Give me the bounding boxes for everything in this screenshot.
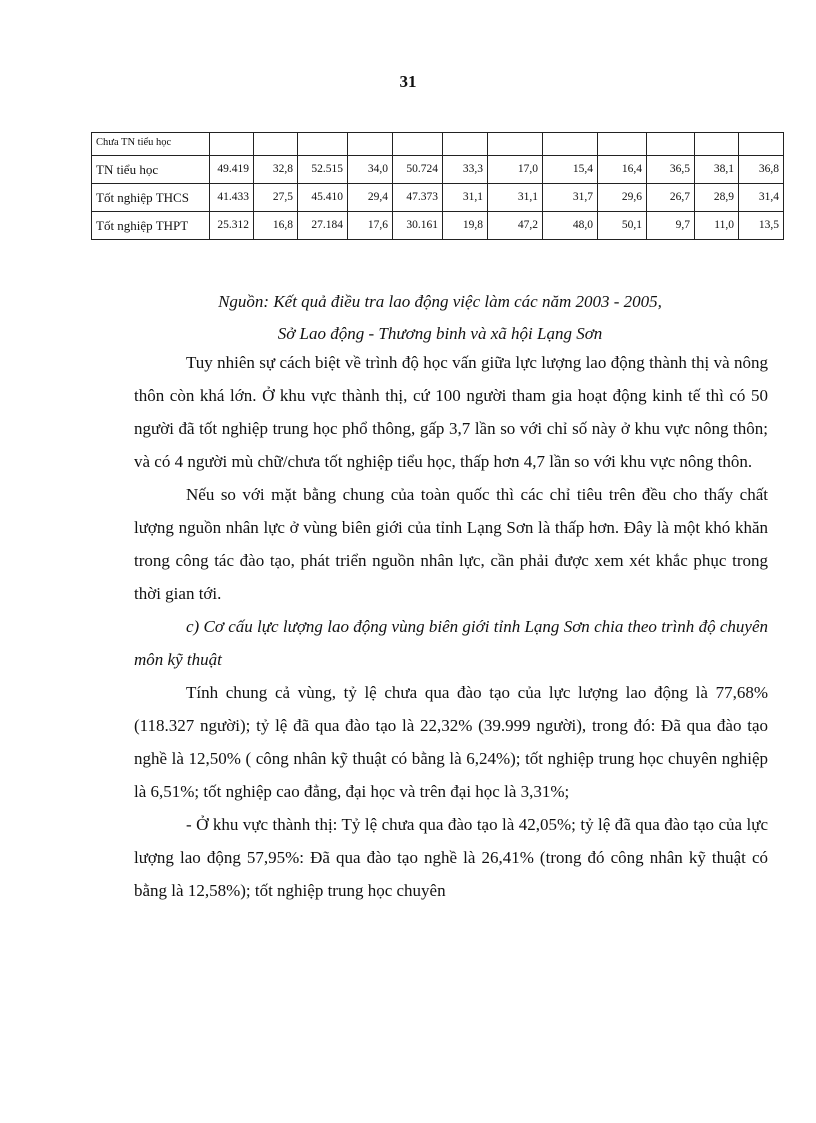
row-label: Chưa TN tiểu học	[92, 133, 210, 156]
page-number: 31	[399, 72, 417, 91]
table-cell	[598, 133, 647, 156]
table-cell	[739, 133, 784, 156]
table-cell: 52.515	[298, 156, 348, 184]
table-cell: 16,4	[598, 156, 647, 184]
table-cell	[393, 133, 443, 156]
table-cell: 38,1	[695, 156, 739, 184]
table-cell: 36,5	[647, 156, 695, 184]
table-cell: 11,0	[695, 212, 739, 240]
row-label: Tốt nghiệp THCS	[92, 184, 210, 212]
paragraph: Nếu so với mặt bằng chung của toàn quốc thì các chỉ tiêu trên đều cho thấy chất lượng nguồn nhân lực ở vùng biên giới của tỉnh Lạng Sơn là thấp hơn. Đây là một khó khăn trong công tác đào tạo, phát triển nguồn nhân lực, cần phải được xem xét khắc phục trong thời gian tới.	[134, 485, 768, 603]
table-cell: 19,8	[443, 212, 488, 240]
table-cell: 31,4	[739, 184, 784, 212]
table-cell: 34,0	[348, 156, 393, 184]
table-cell: 17,0	[488, 156, 543, 184]
table-cell	[543, 133, 598, 156]
table-cell: 16,8	[254, 212, 298, 240]
table-cell: 32,8	[254, 156, 298, 184]
table-cell: 36,8	[739, 156, 784, 184]
paragraph: - Ở khu vực thành thị: Tỷ lệ chưa qua đào tạo là 42,05%; tỷ lệ đã qua đào tạo của lực lượng lao động 57,95%: Đã qua đào tạo nghề là 26,41% (trong đó công nhân kỹ thuật có bằng là 12,58%); tốt nghiệp trung học chuyên	[134, 815, 768, 900]
row-label: TN tiểu học	[92, 156, 210, 184]
body-text	[134, 346, 768, 907]
table-cell: 33,3	[443, 156, 488, 184]
table-cell: 17,6	[348, 212, 393, 240]
table-cell: 50,1	[598, 212, 647, 240]
table-cell: 27,5	[254, 184, 298, 212]
table-cell: 28,9	[695, 184, 739, 212]
table-cell	[298, 133, 348, 156]
table-cell: 47,2	[488, 212, 543, 240]
paragraph: Tuy nhiên sự cách biệt về trình độ học vấn giữa lực lượng lao động thành thị và nông thôn còn khá lớn. Ở khu vực thành thị, cứ 100 người tham gia hoạt động kinh tế thì có 50 người đã tốt nghiệp trung học phổ thông, gấp 3,7 lần so với chỉ số này ở khu vực nông thôn; và có 4 người mù chữ/chưa tốt nghiệp tiểu học, thấp hơn 4,7 lần so với khu vực nông thôn.	[134, 353, 768, 471]
table-row	[92, 133, 784, 156]
source-line-1: Nguồn: Kết quả điều tra lao động việc làm các năm 2003 - 2005,	[218, 292, 662, 311]
table-cell: 45.410	[298, 184, 348, 212]
table-cell: 27.184	[298, 212, 348, 240]
table-cell: 13,5	[739, 212, 784, 240]
paragraph: Tính chung cả vùng, tỷ lệ chưa qua đào tạo của lực lượng lao động là 77,68% (118.327 người); tỷ lệ đã qua đào tạo là 22,32% (39.999 người), trong đó: Đã qua đào tạo nghề là 12,50% ( công nhân kỹ thuật có bằng là 6,24%); tốt nghiệp trung học chuyên nghiệp là 6,51%; tốt nghiệp cao đẳng, đại học và trên đại học là 3,31%;	[134, 683, 768, 801]
table-cell: 31,7	[543, 184, 598, 212]
table-cell	[443, 133, 488, 156]
table-cell	[348, 133, 393, 156]
table-cell	[695, 133, 739, 156]
table-cell: 31,1	[443, 184, 488, 212]
table-row	[92, 184, 784, 212]
table-cell: 48,0	[543, 212, 598, 240]
table-cell	[488, 133, 543, 156]
table-row	[92, 156, 784, 184]
table-cell	[210, 133, 254, 156]
table-row	[92, 212, 784, 240]
table-cell	[647, 133, 695, 156]
row-label: Tốt nghiệp THPT	[92, 212, 210, 240]
section-heading: c) Cơ cấu lực lượng lao động vùng biên giới tỉnh Lạng Sơn chia theo trình độ chuyên môn kỹ thuật	[134, 617, 768, 669]
table-cell: 49.419	[210, 156, 254, 184]
table-cell: 15,4	[543, 156, 598, 184]
table-cell: 31,1	[488, 184, 543, 212]
table-cell: 9,7	[647, 212, 695, 240]
table-cell: 29,4	[348, 184, 393, 212]
table-cell: 26,7	[647, 184, 695, 212]
table-cell: 25.312	[210, 212, 254, 240]
education-table	[91, 132, 784, 240]
table-cell: 29,6	[598, 184, 647, 212]
table-source	[0, 286, 816, 350]
table-cell: 47.373	[393, 184, 443, 212]
table-cell: 30.161	[393, 212, 443, 240]
table-cell: 50.724	[393, 156, 443, 184]
table-cell	[254, 133, 298, 156]
source-line-2: Sở Lao động - Thương binh và xã hội Lạng Sơn	[277, 324, 603, 343]
table-cell: 41.433	[210, 184, 254, 212]
